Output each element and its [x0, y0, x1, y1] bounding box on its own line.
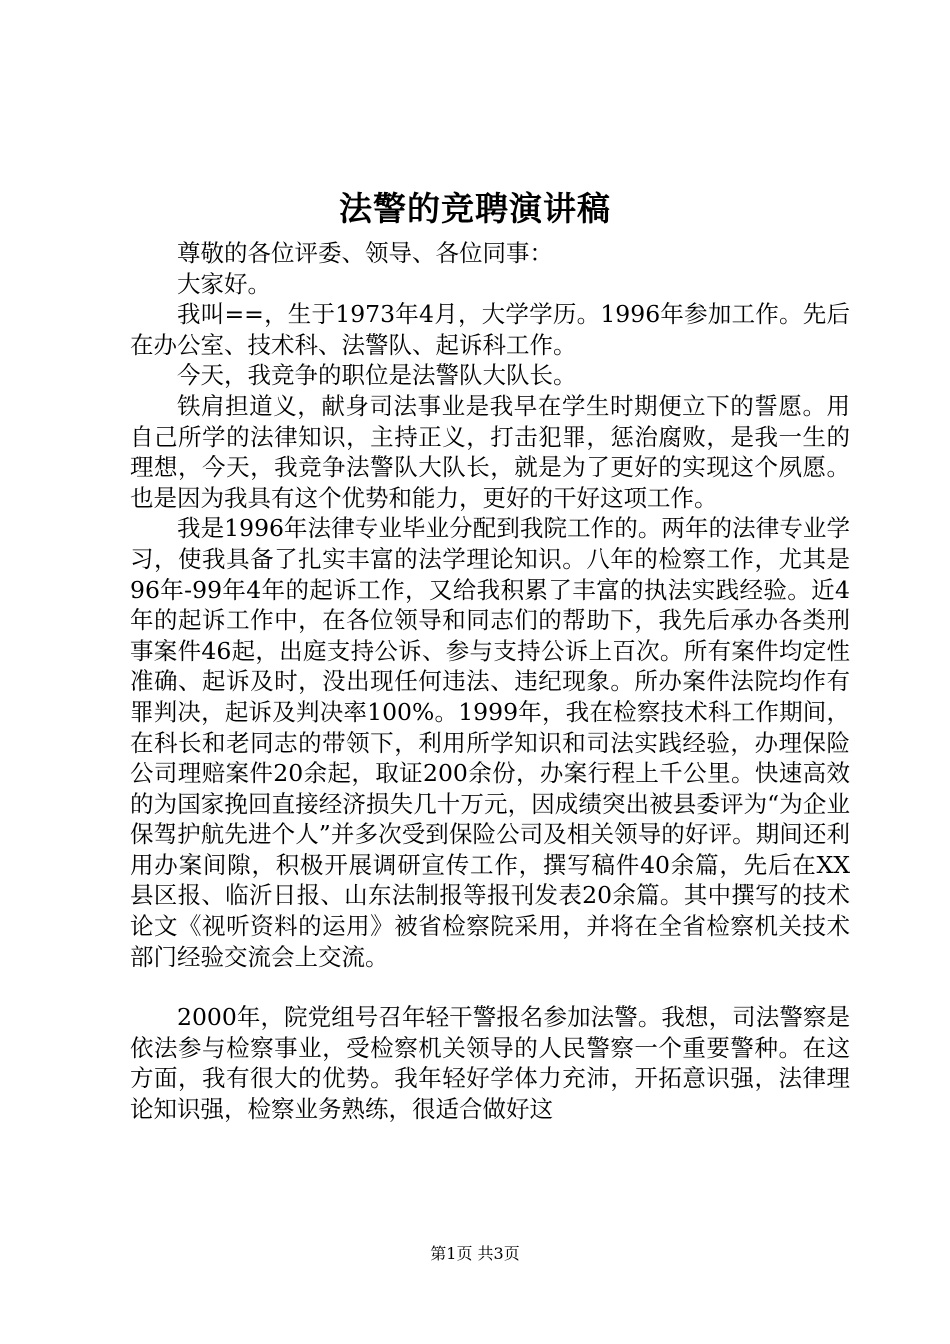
paragraph-aspiration: 铁肩担道义，献身司法事业是我早在学生时期便立下的誓愿。用自己所学的法律知识，主持正义，打击犯罪，惩治腐败，是我一生的理想，今天，我竞争法警队大队长，就是为了更好的实现这个夙愿。也是因为我具有这个优势和能力，更好的干好这项工作。 [130, 391, 850, 512]
paragraph-introduction: 我叫==，生于1973年4月，大学学历。1996年参加工作。先后在办公室、技术科、法警队、起诉科工作。 [130, 300, 850, 359]
salutation: 尊敬的各位评委、领导、各位同事： [177, 239, 553, 267]
paragraph-2000: 2000年，院党组号召年轻干警报名参加法警。我想，司法警察是依法参与检察事业，受检察机关领导的人民警察一个重要警种。在这方面，我有很大的优势。我年轻好学体力充沛，开拓意识强，法律理论知识强，检察业务熟练，很适合做好这 [130, 1003, 850, 1124]
document-body [130, 238, 850, 1125]
paragraph-experience: 我是1996年法律专业毕业分配到我院工作的。两年的法律专业学习，使我具备了扎实丰富的法学理论知识。八年的检察工作，尤其是96年-99年4年的起诉工作，又给我积累了丰富的执法实践经验。近4年的起诉工作中，在各位领导和同志们的帮助下，我先后承办各类刑事案件46起，出庭支持公诉、参与支持公诉上百次。所有案件均定性准确、起诉及时，没出现任何违法、违纪现象。所办案件法院均作有罪判决，起诉及判决率100%。1999年，我在检察技术科工作期间，在科长和老同志的带领下，利用所学知识和司法实践经验，办理保险公司理赔案件20余起，取证200余份，办案行程上千公里。快速高效的为国家挽回直接经济损失几十万元，因成绩突出被县委评为“为企业保驾护航先进个人”并多次受到保险公司及相关领导的好评。期间还利用办案间隙，积极开展调研宣传工作，撰写稿件40余篇，先后在XX县区报、临沂日报、山东法制报等报刊发表20余篇。其中撰写的技术论文《视听资料的运用》被省检察院采用，并将在全省检察机关技术部门经验交流会上交流。 [130, 514, 850, 971]
page-indicator: 第1页 共3页 [430, 1244, 520, 1263]
paragraph-target-position: 今天，我竞争的职位是法警队大队长。 [177, 361, 577, 390]
greeting: 大家好。 [177, 269, 271, 298]
page-title: 法警的竞聘演讲稿 [339, 189, 611, 228]
